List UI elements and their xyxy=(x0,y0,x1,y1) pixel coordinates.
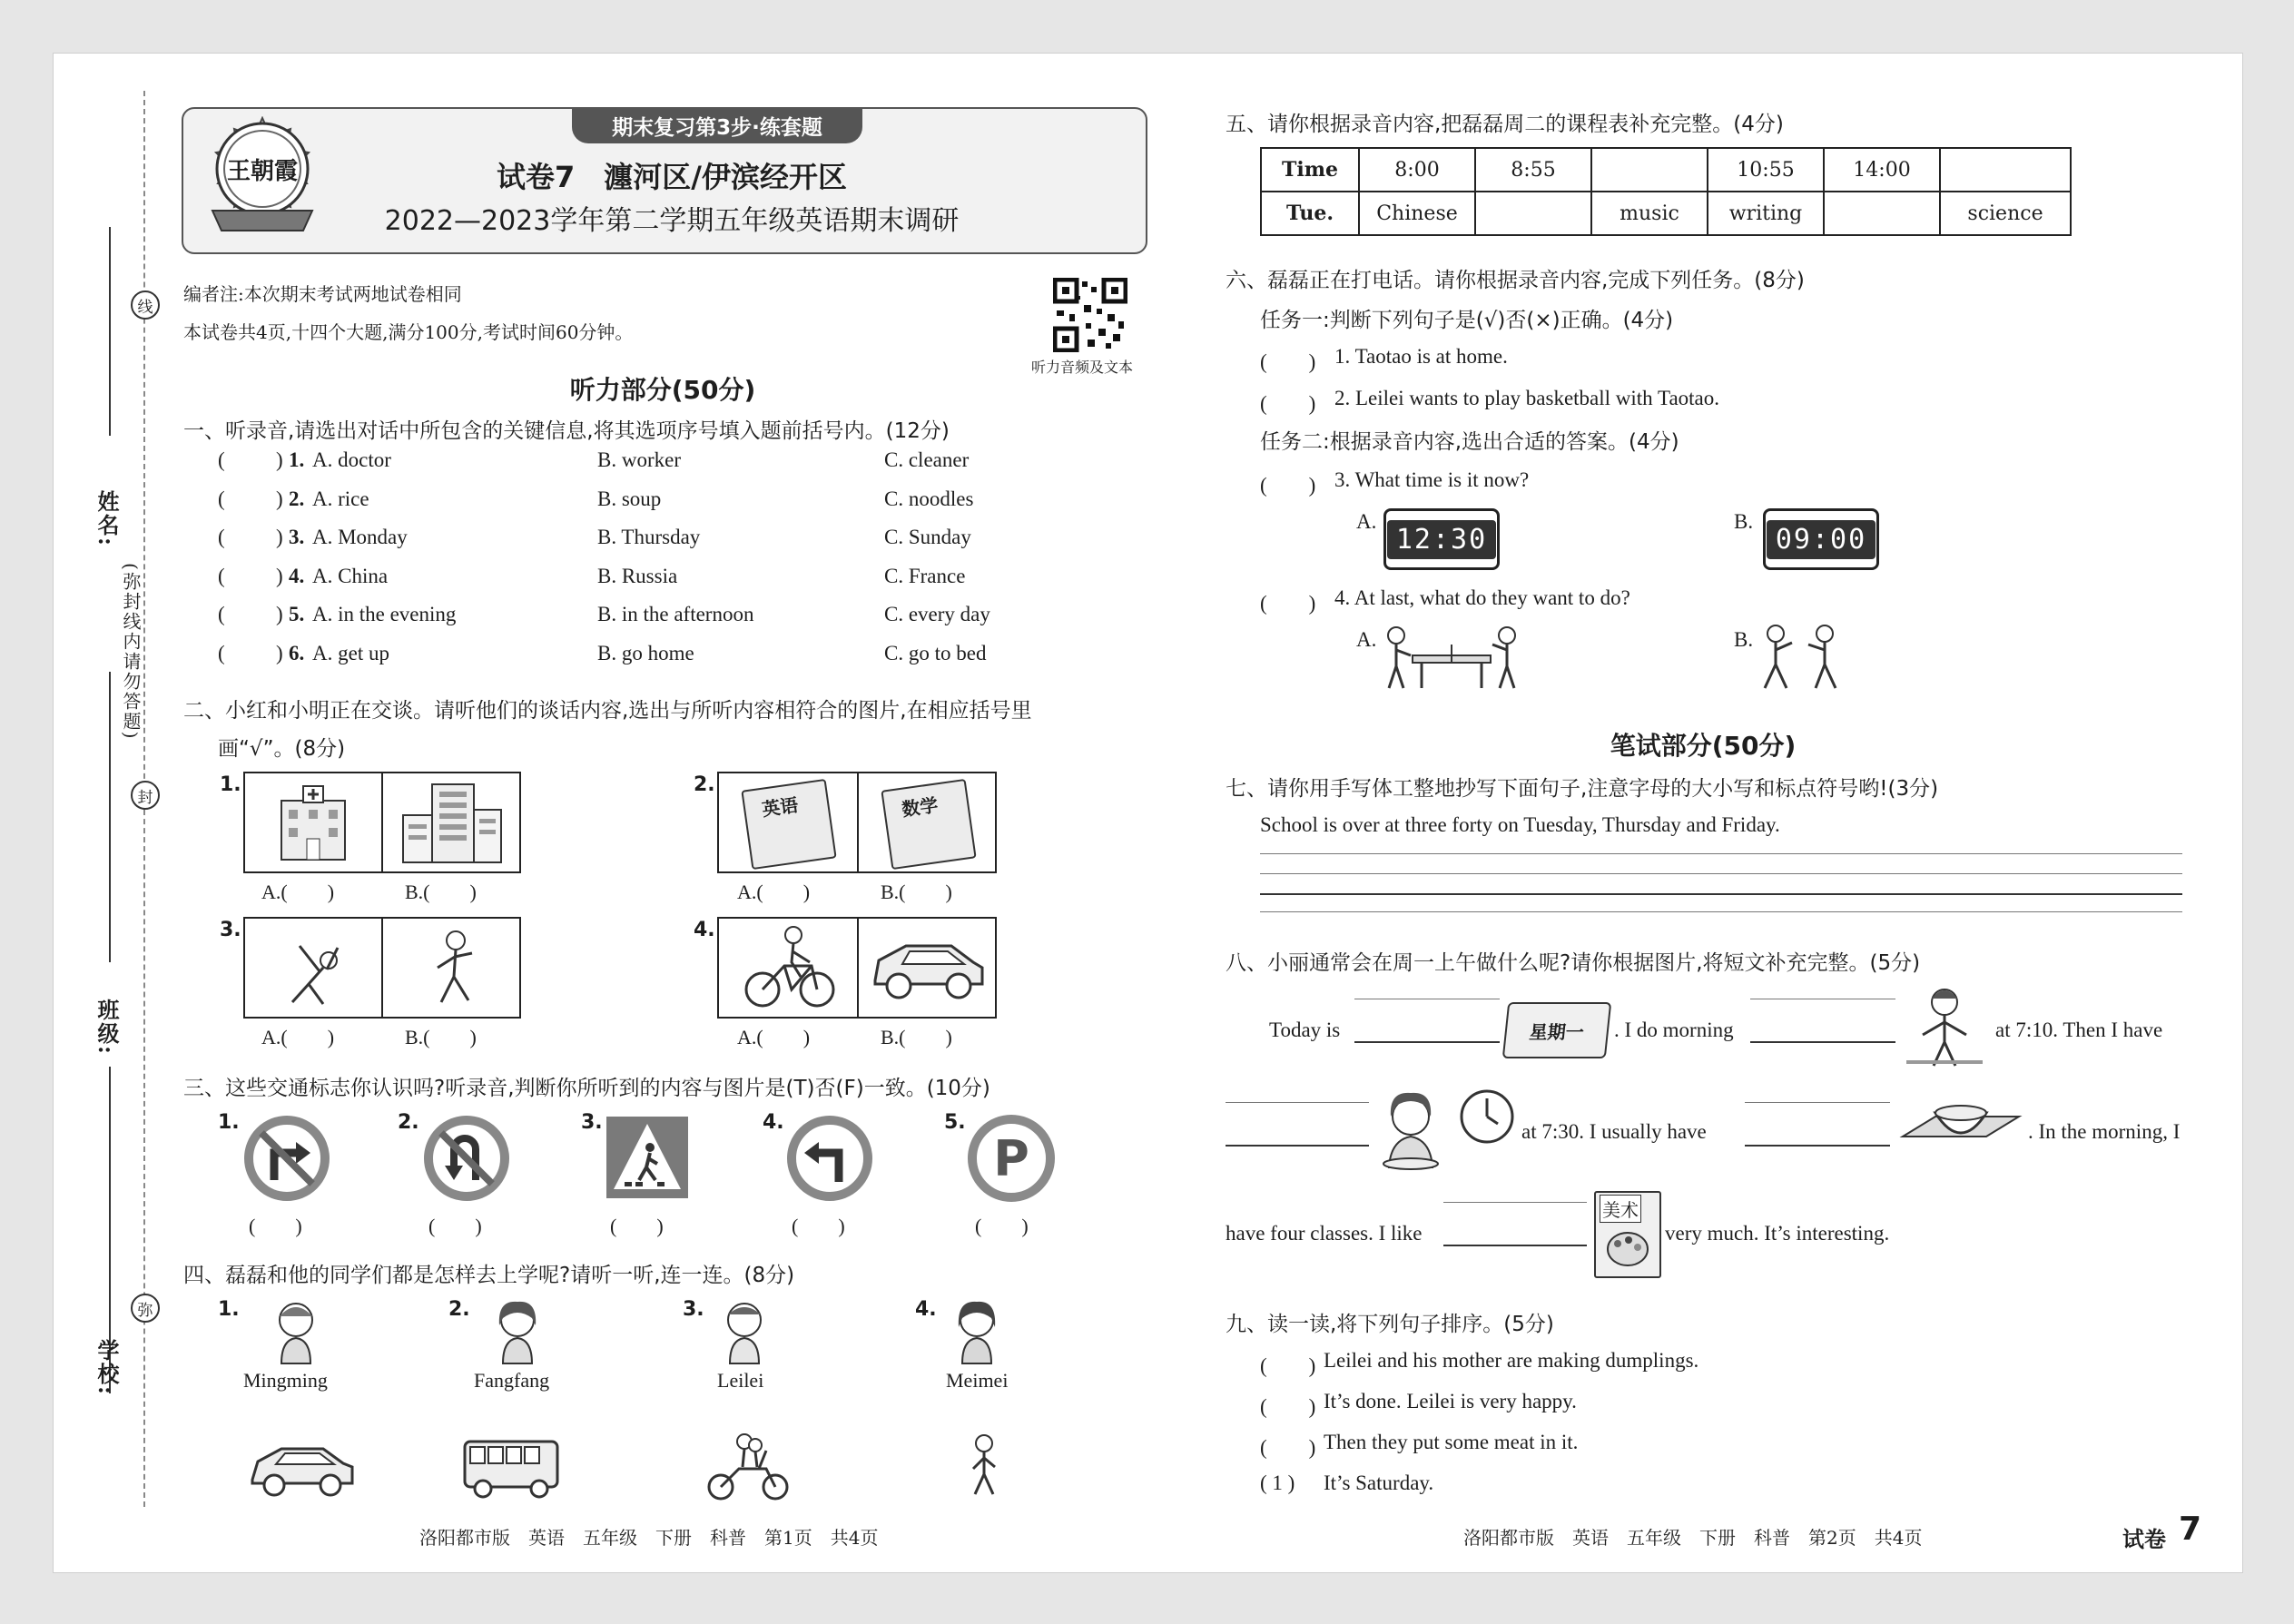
s1-option-c: C. noodles xyxy=(884,487,974,510)
art-book xyxy=(1594,1191,1661,1278)
math-book-title: 数学 xyxy=(900,793,940,821)
logo xyxy=(203,116,321,241)
s6-q4-opt-a: A. xyxy=(1356,628,1377,651)
schedule-cell: Time xyxy=(1261,148,1359,192)
schedule-cell: Tue. xyxy=(1261,192,1359,235)
s6-paren-1[interactable]: ( ) xyxy=(1260,350,1316,373)
s2-pair-divider xyxy=(381,773,383,871)
s8-blank-5[interactable] xyxy=(1443,1202,1587,1246)
section3-title: 三、这些交通标志你认识吗?听录音,判断你所听到的内容与图片是(T)否(F)一致。(10分) xyxy=(183,1077,990,1100)
exam-title: 试卷7 瀍河区/伊滨经开区 xyxy=(497,160,847,194)
schedule-cell-blank[interactable] xyxy=(1940,148,2071,192)
s1-option-a: A. rice xyxy=(312,487,369,510)
office-building-icon xyxy=(396,779,508,866)
schedule-cell: writing xyxy=(1708,192,1824,235)
s1-option-a: A. doctor xyxy=(312,448,391,471)
s3-num-4: 4. xyxy=(763,1111,784,1134)
s1-option-c: C. go to bed xyxy=(884,642,987,664)
schedule-cell: 14:00 xyxy=(1824,148,1940,192)
wall-clock-icon xyxy=(1458,1088,1516,1146)
motorbike-icon xyxy=(703,1429,793,1501)
handwriting-lines[interactable] xyxy=(1260,853,2182,913)
schedule-cell-blank[interactable] xyxy=(1591,148,1708,192)
section8-title: 八、小丽通常会在周一上午做什么呢?请你根据图片,将短文补充完整。(5分) xyxy=(1226,951,1921,975)
s8-blank-1[interactable] xyxy=(1354,999,1500,1043)
schedule-cell: 8:00 xyxy=(1359,148,1475,192)
s4-name-1: Mingming xyxy=(243,1369,328,1392)
s1-option-a: A. in the evening xyxy=(312,603,457,626)
s1-num: 2. xyxy=(289,487,305,510)
s1-num: 5. xyxy=(289,603,305,626)
s8-blank-4[interactable] xyxy=(1745,1102,1890,1147)
s4-num-3: 3. xyxy=(683,1298,704,1321)
s1-num: 3. xyxy=(289,526,305,549)
binding-notice: (弥封线内请勿答题) xyxy=(120,563,142,741)
s6-q2: 2. Leilei wants to play basketball with Taotao. xyxy=(1334,387,1720,409)
s1-option-b: B. go home xyxy=(597,642,694,664)
s1-paren[interactable]: ( xyxy=(218,487,225,510)
s2-1-b[interactable]: B.( ) xyxy=(405,881,477,903)
handwriting-line xyxy=(1260,911,2182,912)
s8-blank-2[interactable] xyxy=(1750,999,1895,1043)
s4-name-4: Meimei xyxy=(946,1369,1009,1392)
section7-title: 七、请你用手写体工整地抄写下面句子,注意字母的大小写和标点符号哟!(3分) xyxy=(1226,777,1939,801)
schedule-time-row xyxy=(1261,148,2071,192)
hospital-icon xyxy=(263,782,363,864)
footer-tag-number: 7 xyxy=(2179,1511,2202,1548)
english-book-title: 英语 xyxy=(760,793,800,821)
schedule-cell-blank[interactable] xyxy=(1824,192,1940,235)
listening-heading: 听力部分(50分) xyxy=(569,375,756,405)
s3-answer-1[interactable]: ( ) xyxy=(249,1215,302,1237)
handwriting-line xyxy=(1260,853,2182,854)
handwriting-line xyxy=(1260,873,2182,874)
footer-left: 洛阳都市版 英语 五年级 下册 科普 第1页 共4页 xyxy=(419,1527,879,1549)
s2-pair-4 xyxy=(717,917,997,1019)
s3-answer-2[interactable]: ( ) xyxy=(428,1215,482,1237)
s3-num-3: 3. xyxy=(581,1111,603,1134)
qr-label: 听力音频及文本 xyxy=(1031,359,1134,376)
schedule-cell: science xyxy=(1940,192,2071,235)
s9-sentence-4: It’s Saturday. xyxy=(1324,1471,1434,1494)
s6-q3: 3. What time is it now? xyxy=(1334,468,1530,491)
name-label: 姓名: xyxy=(94,490,120,547)
s1-option-b: B. in the afternoon xyxy=(597,603,754,626)
s2-2-b[interactable]: B.( ) xyxy=(881,881,952,903)
clock-b-time: 09:00 xyxy=(1767,520,1876,559)
s9-mark-4: ( 1 ) xyxy=(1260,1471,1295,1494)
s1-option-b: B. worker xyxy=(597,448,681,471)
seal-mark: 封 xyxy=(131,781,160,810)
s1-option-b: B. soup xyxy=(597,487,662,510)
exercising-girl-icon xyxy=(1901,984,1988,1071)
s8-text-3: at 7:10. Then I have xyxy=(1995,1019,2163,1041)
s2-pair-divider xyxy=(857,919,859,1017)
s3-answer-3[interactable]: ( ) xyxy=(610,1215,664,1237)
footer-tag: 试卷 xyxy=(2122,1527,2166,1552)
schedule-subject-row xyxy=(1261,192,2071,235)
s3-num-1: 1. xyxy=(218,1111,240,1134)
s6-paren-2[interactable]: ( ) xyxy=(1260,392,1316,415)
section4-title: 四、磊磊和他的同学们都是怎样去上学呢?请听一听,连一连。(8分) xyxy=(183,1264,795,1287)
car-icon xyxy=(870,931,986,1004)
calendar-card xyxy=(1502,1002,1612,1058)
s6-q4-opt-b: B. xyxy=(1734,628,1754,651)
s2-4-a[interactable]: A.( ) xyxy=(737,1026,811,1048)
s2-3-a[interactable]: A.( ) xyxy=(261,1026,335,1048)
turn-left-sign-icon xyxy=(786,1115,873,1202)
s1-paren[interactable]: ( xyxy=(218,526,225,549)
s2-num-3: 3. xyxy=(220,919,241,941)
schedule-cell: music xyxy=(1591,192,1708,235)
s1-option-c: C. France xyxy=(884,564,966,587)
s3-answer-4[interactable]: ( ) xyxy=(792,1215,845,1237)
boy-avatar-icon xyxy=(269,1298,323,1365)
bus-icon xyxy=(461,1436,561,1500)
s9-mark-2[interactable]: ( ) xyxy=(1260,1395,1316,1418)
s2-3-b[interactable]: B.( ) xyxy=(405,1026,477,1048)
breakfast-bowl-icon xyxy=(1899,1093,2023,1156)
calendar-text: 星期一 xyxy=(1528,1020,1586,1043)
schedule-table xyxy=(1260,147,2072,236)
s1-paren[interactable]: ( xyxy=(218,603,225,626)
playing-kids-icon xyxy=(1756,623,1846,690)
section2-title-2: 画“√”。(8分) xyxy=(218,737,346,761)
girl-avatar-icon xyxy=(490,1298,545,1365)
s4-num-1: 1. xyxy=(218,1298,240,1321)
s1-num: 1. xyxy=(289,448,305,471)
s9-sentence-2: It’s done. Leilei is very happy. xyxy=(1324,1390,1577,1412)
s2-pair-3 xyxy=(243,917,521,1019)
qr-code[interactable] xyxy=(1053,278,1127,352)
class-line xyxy=(109,672,111,962)
writing-heading: 笔试部分(50分) xyxy=(1610,731,1797,761)
s1-option-b: B. Thursday xyxy=(597,526,701,549)
schedule-cell-blank[interactable] xyxy=(1475,192,1591,235)
schedule-cell: 10:55 xyxy=(1708,148,1824,192)
digital-clock-b xyxy=(1763,508,1879,570)
s4-num-4: 4. xyxy=(915,1298,937,1321)
s8-text-5: . In the morning, I xyxy=(2028,1120,2181,1143)
no-u-turn-sign-icon xyxy=(423,1115,510,1202)
section9-title: 九、读一读,将下列句子排序。(5分) xyxy=(1226,1313,1554,1336)
paint-palette-icon xyxy=(1605,1229,1650,1269)
s2-2-a[interactable]: A.( ) xyxy=(737,881,811,903)
eating-girl-icon xyxy=(1374,1086,1454,1173)
class-label: 班级: xyxy=(94,999,120,1056)
s2-pair-2 xyxy=(717,772,997,873)
schedule-cell: Chinese xyxy=(1359,192,1475,235)
section1-title: 一、听录音,请选出对话中所包含的关键信息,将其选项序号填入题前括号内。(12分) xyxy=(183,419,950,443)
s1-paren-close: ) xyxy=(276,448,283,471)
s8-text-2: . I do morning xyxy=(1614,1019,1734,1041)
s1-num: 6. xyxy=(289,642,305,664)
s1-option-c: C. every day xyxy=(884,603,990,626)
s1-paren[interactable]: ( xyxy=(218,564,225,587)
qr-code-icon xyxy=(1053,278,1127,352)
no-right-turn-sign-icon xyxy=(243,1115,330,1202)
s2-1-a[interactable]: A.( ) xyxy=(261,881,335,903)
art-book-label: 美术 xyxy=(1600,1195,1641,1223)
s2-4-b[interactable]: B.( ) xyxy=(881,1026,952,1048)
stretching-girl-icon xyxy=(272,928,363,1009)
s8-text-4: at 7:30. I usually have xyxy=(1521,1120,1707,1143)
section2-title-1: 二、小红和小明正在交谈。请听他们的谈话内容,选出与所听内容相符合的图片,在相应括号里 xyxy=(183,699,1032,723)
ping-pong-icon xyxy=(1380,623,1523,690)
s6-q3-opt-a: A. xyxy=(1356,510,1377,533)
walking-boy-icon xyxy=(966,1432,1002,1498)
s2-pair-divider xyxy=(857,773,859,871)
exam-subtitle: 2022—2023学年第二学期五年级英语期末调研 xyxy=(384,205,960,237)
header-badge: 期末复习第3步·练套题 xyxy=(572,107,862,143)
s9-mark-3[interactable]: ( ) xyxy=(1260,1436,1316,1459)
schedule-cell: 8:55 xyxy=(1475,148,1591,192)
name-line xyxy=(109,227,111,436)
s4-name-3: Leilei xyxy=(717,1369,764,1392)
editor-note: 编者注:本次期末考试两地试卷相同 xyxy=(183,283,462,305)
car-icon xyxy=(247,1438,356,1498)
s2-pair-divider xyxy=(381,919,383,1017)
s1-paren-close: ) xyxy=(276,526,283,549)
s1-num: 4. xyxy=(289,564,305,587)
s2-num-1: 1. xyxy=(220,773,241,796)
s7-sentence: School is over at three forty on Tuesday, Thursday and Friday. xyxy=(1260,813,1780,836)
school-label: 学校: xyxy=(94,1339,120,1396)
logo-text: 王朝霞 xyxy=(226,158,298,185)
digital-clock-a xyxy=(1383,508,1500,570)
s1-option-b: B. Russia xyxy=(597,564,678,587)
section5-title: 五、请你根据录音内容,把磊磊周二的课程表补充完整。(4分) xyxy=(1226,113,1784,136)
task2-label: 任务二:根据录音内容,选出合适的答案。(4分) xyxy=(1260,430,1679,454)
s3-num-5: 5. xyxy=(944,1111,966,1134)
s1-option-a: A. Monday xyxy=(312,526,408,549)
parking-sign xyxy=(968,1115,1055,1202)
s4-num-2: 2. xyxy=(448,1298,470,1321)
parking-letter: P xyxy=(993,1129,1029,1187)
binding-margin xyxy=(91,91,191,1507)
s9-mark-1[interactable]: ( ) xyxy=(1260,1354,1316,1377)
s6-paren-3[interactable]: ( ) xyxy=(1260,474,1316,497)
secret-mark: 弥 xyxy=(131,1294,160,1323)
s1-option-c: C. cleaner xyxy=(884,448,970,471)
bicycle-girl-icon xyxy=(741,924,839,1011)
s1-option-a: A. China xyxy=(312,564,389,587)
s9-sentence-1: Leilei and his mother are making dumplings. xyxy=(1324,1349,1699,1372)
task1-label: 任务一:判断下列句子是(√)否(×)正确。(4分) xyxy=(1260,309,1674,332)
s1-paren-close: ) xyxy=(276,564,283,587)
clock-a-time: 12:30 xyxy=(1387,520,1496,559)
running-girl-icon xyxy=(414,926,496,1011)
s1-paren[interactable]: ( xyxy=(218,448,225,471)
exam-info: 本试卷共4页,十四个大题,满分100分,考试时间60分钟。 xyxy=(183,321,634,343)
s8-blank-3[interactable] xyxy=(1226,1102,1369,1147)
s2-num-2: 2. xyxy=(694,773,715,796)
s1-paren-close: ) xyxy=(276,642,283,664)
math-book xyxy=(881,779,976,870)
s8-text-7: very much. It’s interesting. xyxy=(1665,1222,1890,1245)
s8-text-1: Today is xyxy=(1269,1019,1341,1041)
section6-title: 六、磊磊正在打电话。请你根据录音内容,完成下列任务。(8分) xyxy=(1226,269,1805,292)
s1-option-a: A. get up xyxy=(312,642,389,664)
s1-paren-close: ) xyxy=(276,603,283,626)
s6-q1: 1. Taotao is at home. xyxy=(1334,345,1508,368)
s3-num-2: 2. xyxy=(398,1111,419,1134)
handwriting-line xyxy=(1260,893,2182,895)
s2-pair-1 xyxy=(243,772,521,873)
english-book xyxy=(741,779,836,870)
s6-paren-4[interactable]: ( ) xyxy=(1260,592,1316,615)
pedestrian-crossing-sign-icon xyxy=(605,1115,690,1200)
s2-num-4: 4. xyxy=(694,919,715,941)
s6-q3-opt-b: B. xyxy=(1734,510,1754,533)
footer-right: 洛阳都市版 英语 五年级 下册 科普 第2页 共4页 xyxy=(1463,1527,1923,1549)
s9-sentence-3: Then they put some meat in it. xyxy=(1324,1431,1579,1453)
s8-text-6: have four classes. I like xyxy=(1226,1222,1423,1245)
s1-paren[interactable]: ( xyxy=(218,642,225,664)
line-mark: 线 xyxy=(131,290,160,320)
s4-name-2: Fangfang xyxy=(474,1369,550,1392)
s3-answer-5[interactable]: ( ) xyxy=(975,1215,1029,1237)
s1-option-c: C. Sunday xyxy=(884,526,971,549)
girl-avatar-icon xyxy=(950,1298,1004,1365)
boy-avatar-icon xyxy=(717,1298,772,1365)
s1-paren-close: ) xyxy=(276,487,283,510)
s6-q4: 4. At last, what do they want to do? xyxy=(1334,586,1630,609)
